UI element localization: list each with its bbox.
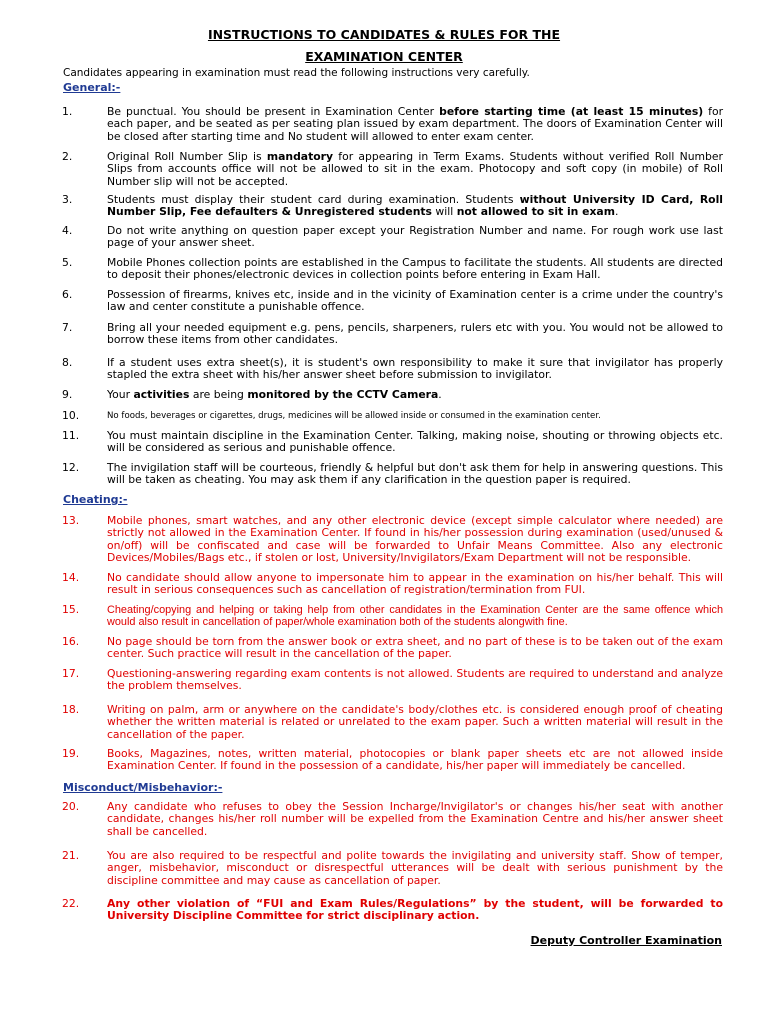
list-item [62,289,723,314]
item-text: will [431,205,457,219]
section-heading-misconduct: Misconduct/Misbehavior:- [63,781,223,794]
item-number: 22. [62,897,80,910]
list-item [62,515,723,564]
item-number: 12. [62,461,80,474]
item-text: Mobile Phones collection points are established in the Campus to facilitate the students. All students are directed to deposit their phones/electronic devices in collection points before entering in Exam Hall. [107,256,723,282]
list-item [62,604,723,629]
item-text: You are also required to be respectful and polite towards the invigilating and university staff. Show of temper, anger, misbehavior, misconduct or disrespectful utterances will be dealt with serious punishment by the discipline committee and may cause as cancellation of paper. [107,849,723,887]
item-number: 21. [62,849,80,862]
list-item [62,850,723,887]
item-number: 13. [62,514,80,527]
item-number: 2. [62,150,73,163]
item-number: 9. [62,388,73,401]
item-number: 5. [62,256,73,269]
list-item [62,572,723,597]
document-title-line-1: INSTRUCTIONS TO CANDIDATES & RULES FOR THE [207,27,561,42]
item-number: 17. [62,667,80,680]
list-item [62,357,723,382]
item-text: Students must display their student card during examination. Students [107,193,520,206]
item-emphasis: before starting time (at least 15 minutes) [439,105,704,118]
item-emphasis: activities [133,388,190,401]
intro-text: Candidates appearing in examination must read the following instructions very carefully. [63,67,530,79]
item-text: No candidate should allow anyone to impersonate him to appear in the examination on his/her behalf. This will result in serious consequences such as cancellation of registration/termination from FUI. [107,571,723,597]
item-text: The invigilation staff will be courteous, friendly & helpful but don't ask them for help in answering questions. This will be taken as cheating. You may ask them if any clarification in the question paper is required. [107,461,723,487]
item-number: 11. [62,429,80,442]
list-item [62,462,723,487]
list-item [62,430,723,455]
item-text: Be punctual. You should be present in Examination Center [107,105,440,118]
item-text: for appearing in Term Exams. Students without verified Roll Number Slips from accounts office will not be allowed to sit in the exam. Photocopy and soft copy (in mobile) of Roll Number slip will not be accepted. [107,150,723,188]
signature-line: Deputy Controller Examination [530,934,722,947]
item-text: are being [189,388,248,401]
list-item [62,636,723,661]
list-item [62,106,723,143]
list-item [62,898,723,923]
list-item [62,322,723,347]
item-text: Any candidate who refuses to obey the Session Incharge/Invigilator's or changes his/her seat with another candidate, changes his/her roll number will be expelled from the Examination Centre and his/her answer sheet shall be cancelled. [107,800,723,838]
list-item [62,748,723,773]
item-number: 14. [62,571,80,584]
list-item [62,410,723,422]
item-text: Original Roll Number Slip is [107,150,267,163]
item-number: 7. [62,321,73,334]
list-item [62,151,723,188]
item-number: 1. [62,105,73,118]
list-item [62,704,723,741]
item-text: . [614,205,619,219]
list-item [62,225,723,250]
item-number: 8. [62,356,73,369]
item-number: 18. [62,703,80,716]
item-number: 16. [62,635,80,648]
item-text: Do not write anything on question paper except your Registration Number and name. For rough work use last page of your answer sheet. [107,224,723,250]
document-title-line-2: EXAMINATION CENTER [305,49,463,64]
item-number: 19. [62,747,80,760]
item-text: . [438,388,442,401]
item-text: Cheating/copying and helping or taking help from other candidates in the Examination Center are the same offence which would also result in cancellation of paper/whole examination both of the students alongwith fine. [107,604,723,629]
item-text: No foods, beverages or cigarettes, drugs, medicines will be allowed inside or consumed in the examination center. [107,411,601,421]
item-number: 6. [62,288,73,301]
item-emphasis: without University ID Card, Roll Number Slip, Fee defaulters & Unregistered students [107,193,724,219]
list-item [62,668,723,693]
item-emphasis: mandatory [266,150,334,163]
section-heading-general: General:- [63,81,121,94]
item-number: 20. [62,800,80,813]
item-text: Any other violation of “FUI and Exam Rules/Regulations” by the student, will be forwarded to University Discipline Committee for strict disciplinary action. [107,897,723,923]
item-number: 4. [62,224,73,237]
item-number: 15. [62,603,80,616]
list-item [62,801,723,838]
item-text: Writing on palm, arm or anywhere on the candidate's body/clothes etc. is considered enough proof of cheating whether the written material is related or unrelated to the exam paper. Such a written material will result in the cancellation of the paper. [107,703,723,741]
item-text: Books, Magazines, notes, written material, photocopies or blank paper sheets etc are not allowed inside Examination Center. If found in the possession of a candidate, his/her paper will immediately be cancelled. [107,747,723,773]
item-text: If a student uses extra sheet(s), it is student's own responsibility to make it sure that invigilator has properly stapled the extra sheet with his/her answer sheet before submission to invigilator. [107,356,723,382]
item-text: Bring all your needed equipment e.g. pens, pencils, sharpeners, rulers etc with you. You would not be allowed to borrow these items from other candidates. [107,321,723,347]
list-item [62,389,723,401]
item-number: 3. [62,193,73,206]
item-text: No page should be torn from the answer book or extra sheet, and no part of these is to be taken out of the exam center. Such practice will result in the cancellation of the paper. [107,635,723,661]
item-emphasis: monitored by the CCTV Camera [247,388,439,401]
item-text: Your [107,388,134,401]
item-text: Possession of firearms, knives etc, inside and in the vicinity of Examination center is a crime under the country's law and center constitute a punishable offence. [107,288,723,314]
section-heading-cheating: Cheating:- [63,493,128,506]
item-number: 10. [62,409,80,422]
item-text: Mobile phones, smart watches, and any other electronic device (except simple calculator where needed) are strictly not allowed in the Examination Center. If found in his/her possession during examination (used/unused & on/off) will be confiscated and case will be forwarded to Unfair Means Committee. Also any electronic Devices/Mobiles/Bags etc., if stolen or lost, University/Invigilators/Exam Department will not be responsible. [107,514,723,564]
list-item [62,194,723,219]
item-text: for each paper, and be seated as per seating plan issued by exam department. The doors of Examination Center will be closed after starting time and No student will allowed to enter exam center. [107,105,724,143]
list-item [62,257,723,282]
item-text: You must maintain discipline in the Examination Center. Talking, making noise, shouting or throwing objects etc. will be considered as serious and punishable offence. [107,429,723,455]
item-text: Questioning-answering regarding exam contents is not allowed. Students are required to understand and analyze the problem themselves. [107,667,723,693]
item-emphasis: not allowed to sit in exam [456,205,615,219]
